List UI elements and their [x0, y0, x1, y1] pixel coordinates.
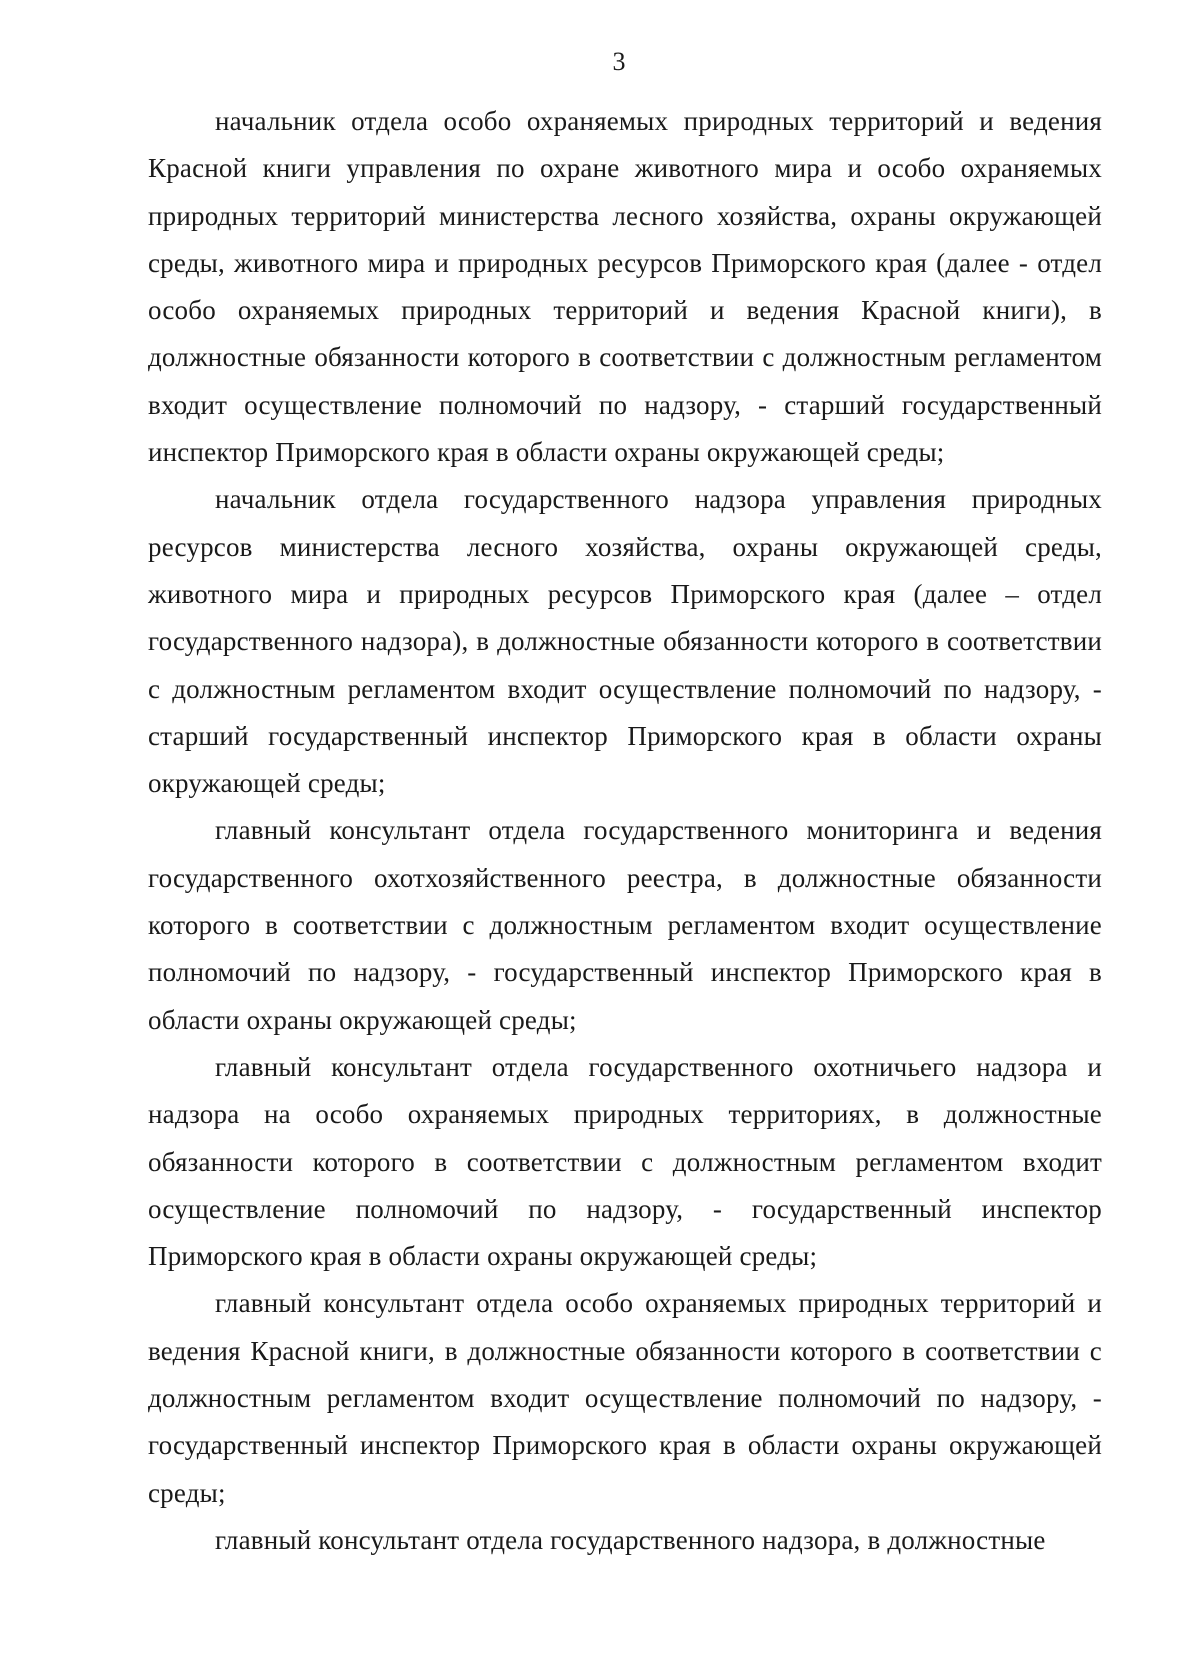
paragraph-3: главный консультант отдела государственного мониторинга и ведения государственного охотхозяйственного реестра, в должностные обязанности которого в соответствии с должностным регламентом входит осуществление полномочий по надзору, - государственный инспектор Приморского края в области охраны окружающей среды; [148, 815, 1102, 1035]
paragraph-4: главный консультант отдела государственного охотничьего надзора и надзора на особо охраняемых природных территориях, в должностные обязанности которого в соответствии с должностным регламентом входит осуществление полномочий по надзору, - государственный инспектор Приморского края в области охраны окружающей среды; [148, 1051, 1102, 1272]
page-number: 3 [612, 47, 626, 76]
paragraph-1: начальник отдела особо охраняемых природных территорий и ведения Красной книги управления по охране животного мира и особо охраняемых природных территорий министерства лесного хозяйства, охраны окружающей среды, животного мира и природных ресурсов Приморского края (далее - отдел особо охраняемых природных территорий и ведения Красной книги), в должностные обязанности которого в соответствии с должностным регламентом входит осуществление полномочий по надзору, - старший государственный инспектор Приморского края в области охраны окружающей среды; [148, 106, 1102, 468]
paragraph-6: главный консультант отдела государственного надзора, в должностные [215, 1524, 1046, 1555]
document-body [148, 98, 1102, 1564]
paragraph-5: главный консультант отдела особо охраняемых природных территорий и ведения Красной книги, в должностные обязанности которого в соответствии с должностным регламентом входит осуществление полномочий по надзору, - государственный инспектор Приморского края в области охраны окружающей среды; [148, 1288, 1102, 1508]
paragraph-2: начальник отдела государственного надзора управления природных ресурсов министерства лесного хозяйства, охраны окружающей среды, животного мира и природных ресурсов Приморского края (далее – отдел государственного надзора), в должностные обязанности которого в соответствии с должностным регламентом входит осуществление полномочий по надзору, - старший государственный инспектор Приморского края в области охраны окружающей среды; [148, 484, 1102, 799]
